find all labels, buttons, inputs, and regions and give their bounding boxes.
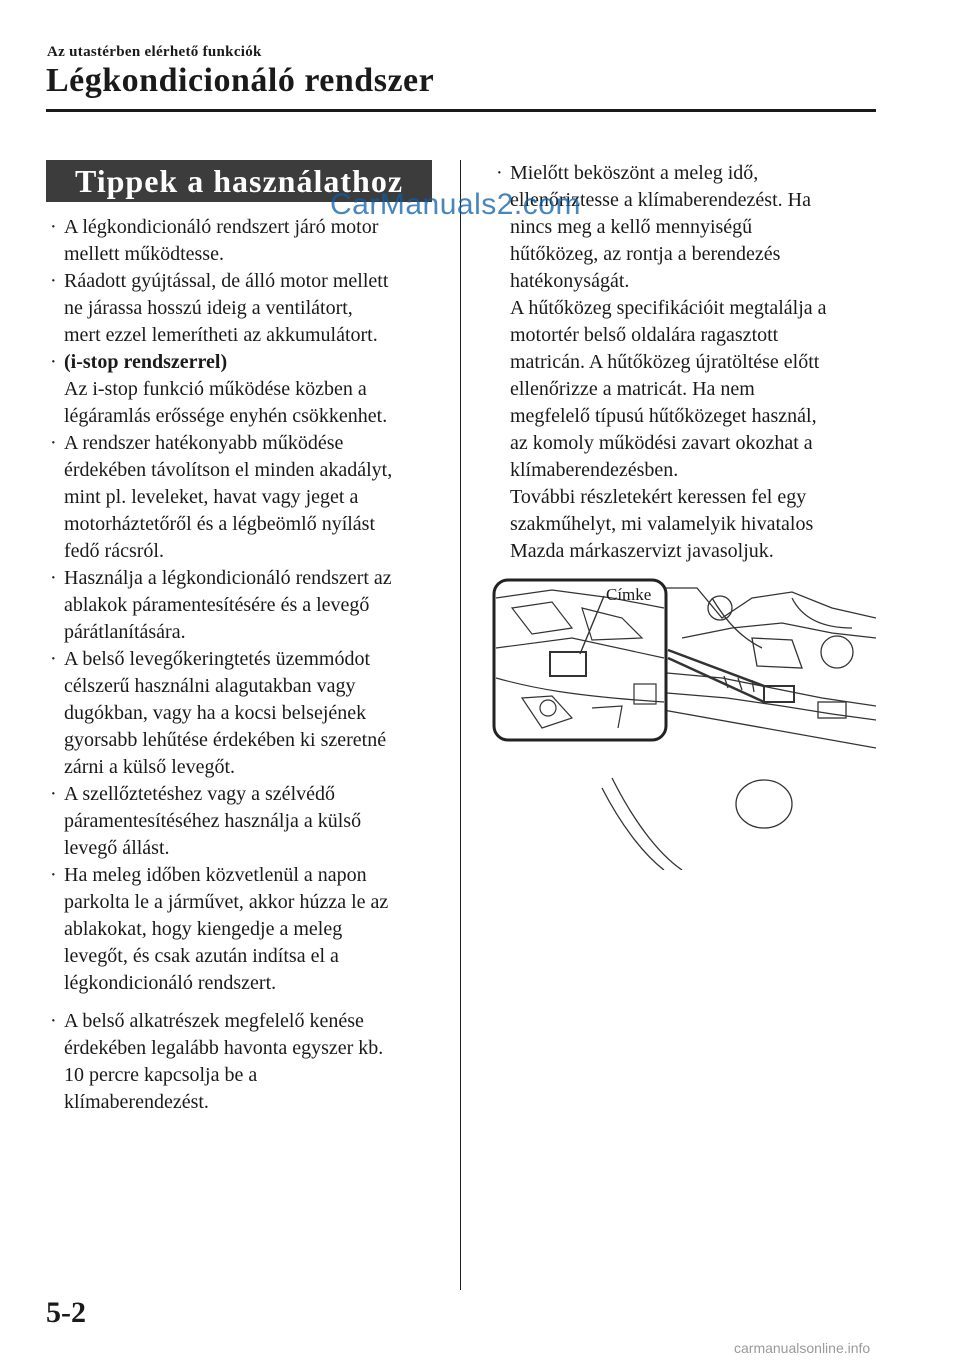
page-title: Légkondicionáló rendszer (46, 62, 435, 99)
watermark: CarManuals2.com (330, 188, 581, 221)
bullet-dot-icon: · (50, 864, 57, 886)
bullet-dot-icon: · (496, 162, 503, 184)
bullet-subheading: (i-stop rendszerrel) (64, 351, 228, 373)
page-number: 5-2 (46, 1296, 86, 1329)
bullet-dot-icon: · (50, 567, 57, 589)
bullet-item: · A szellőztetéshez vagy a szélvédő páramentesítéséhez használja a külső levegő állást. (50, 783, 362, 859)
bullet-item: · Ráadott gyújtással, de álló motor mellett ne járassa hosszú ideig a ventilátort, mert ezzel lemerítheti az akkumulátort. (50, 270, 389, 346)
column-divider (460, 160, 461, 1290)
bullet-item: · A légkondicionáló rendszert járó motor mellett működtesse. (50, 216, 379, 265)
bullet-dot-icon: · (50, 1010, 57, 1032)
title-rule (46, 109, 876, 112)
bullet-item: · (i-stop rendszerrel) Az i-stop funkció működése közben a légáramlás erőssége enyhén csökkenhet. (46, 349, 446, 430)
bullet-item: · A belső alkatrészek megfelelő kenése érdekében legalább havonta egyszer kb. 10 percre kapcsolja be a klímaberendezést. (50, 1010, 384, 1113)
figure-label: Címke (606, 585, 652, 604)
bullet-item: · A rendszer hatékonyabb működése érdekében távolítson el minden akadályt, mint pl. leveleket, havat vagy jeget a motorháztetőről és a légbeömlő nyílást fedő rácsról. (50, 432, 393, 562)
section-heading: Tippek a használathoz (46, 160, 432, 202)
bullet-dot-icon: · (50, 648, 57, 670)
breadcrumb: Az utastérben elérhető funkciók (47, 44, 262, 60)
footer-site-mark: carmanualsonline.info (734, 1340, 871, 1356)
bullet-dot-icon: · (50, 270, 57, 292)
bullet-dot-icon: · (50, 432, 57, 454)
engine-compartment-illustration (492, 578, 876, 870)
bullet-dot-icon: · (50, 351, 57, 373)
bullet-item: · Használja a légkondicionáló rendszert az ablakok páramentesítésére és a levegő párátlanítására. (50, 567, 392, 643)
left-column (46, 214, 446, 1116)
bullet-item: · A belső levegőkeringtetés üzemmódot célszerű használni alagutakban vagy dugókban, vagy ha a kocsi belsejének gyorsabb lehűtése érdekében ki szeretné zárni a külső levegőt. (50, 648, 387, 778)
bullet-dot-icon: · (50, 783, 57, 805)
bullet-dot-icon: · (50, 216, 57, 238)
bullet-item: · Ha meleg időben közvetlenül a napon parkolta le a járművet, akkor húzza le az ablakokat, hogy kiengedje a meleg levegőt, és csak azután indítsa el a légkondicionáló rendszert. (50, 864, 389, 994)
bullet-item: · Mielőtt beköszönt a meleg idő, ellenőriztesse a klímaberendezést. Ha nincs meg a kellő mennyiségű hűtőközeg, az rontja a berendezés hatékonyságát. A hűtőközeg specifikációit megtalálja a motortér belső oldalára ragasztott matricán. A hűtőközeg újratöltése előtt ellenőrizze a matricát. Ha nem megfelelő típusú hűtőközeget használ, az komoly működési zavart okozhat a klímaberendezésben. További részletekért keressen fel egy szakműhelyt, mi valamelyik hivatalos Mazda márkaszervizt javasoljuk. (496, 162, 827, 562)
